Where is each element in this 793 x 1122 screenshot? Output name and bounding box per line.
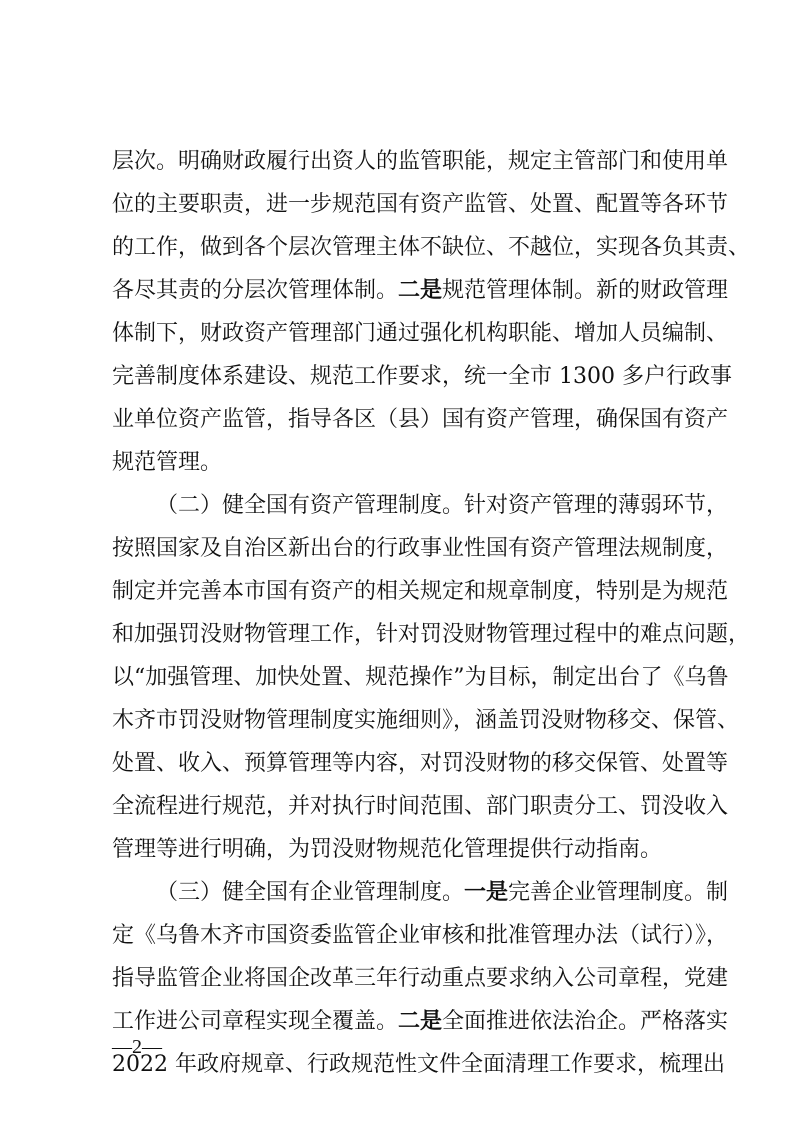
- text-segment: 指导监管企业将国企改革三年行动重点要求纳入公司章程，党建: [112, 966, 729, 991]
- text-line: [112, 312, 729, 355]
- text-segment: 管理等进行明确，为罚没财物规范化管理提供行动指南。: [112, 837, 663, 862]
- text-segment: 全面推进依法治企。严格落实: [442, 1009, 729, 1034]
- text-segment: 和加强罚没财物管理工作，针对罚没财物管理过程中的难点问题，: [112, 622, 751, 647]
- text-line: [112, 570, 729, 613]
- text-line: [112, 871, 729, 914]
- text-line: [112, 441, 692, 484]
- text-line: [112, 1043, 725, 1086]
- text-line: [112, 484, 729, 527]
- text-segment: 全流程进行规范，并对执行时间范围、部门职责分工、罚没收入: [112, 794, 729, 819]
- text-segment: （二）健全国有资产管理制度。: [156, 493, 465, 518]
- text-segment: 以“加强管理、加快处置、规范操作”为目标，制定出台了《乌鲁: [112, 665, 729, 690]
- text-line: [112, 957, 729, 1000]
- text-segment: 制定并完善本市国有资产的相关规定和规章制度，特别是为规范: [112, 579, 729, 604]
- text-line: [112, 914, 729, 957]
- text-segment: 各尽其责的分层次管理体制。: [112, 278, 399, 303]
- text-line: [112, 1000, 729, 1043]
- text-line: [112, 785, 729, 828]
- text-line: [112, 398, 729, 441]
- text-segment: 。新的财政管理: [574, 278, 729, 303]
- text-line: [112, 656, 729, 699]
- bold-emphasis: 一是: [464, 879, 509, 905]
- text-segment: 规范管理。: [112, 450, 223, 475]
- text-line: [112, 183, 729, 226]
- text-line: [112, 140, 729, 183]
- text-segment: 工作进公司章程实现全覆盖。: [112, 1009, 399, 1034]
- text-segment: 2022 年政府规章、行政规范性文件全面清理工作要求，梳理出: [112, 1052, 725, 1077]
- text-segment: 的工作，做到各个层次管理主体不缺位、不越位，实现各负其责、: [112, 235, 751, 260]
- text-segment: 规范管理体制: [442, 278, 575, 303]
- text-segment: 木齐市罚没财物管理制度实施细则》，涵盖罚没财物移交、保管、: [112, 708, 740, 733]
- text-line: [112, 613, 751, 656]
- text-segment: 定《乌鲁木齐市国资委监管企业审核和批准管理办法（试行）》，: [112, 923, 729, 948]
- page-number: —2—: [112, 1036, 162, 1058]
- text-segment: 完善企业管理制度。制: [508, 880, 729, 905]
- text-segment: 处置、收入、预算管理等内容，对罚没财物的移交保管、处置等: [112, 751, 729, 776]
- text-line: [112, 355, 732, 398]
- bold-emphasis: 二是: [398, 277, 443, 303]
- text-line: [112, 269, 729, 312]
- text-line: [112, 742, 729, 785]
- text-segment: 业单位资产监管，指导各区（县）国有资产管理，确保国有资产: [112, 407, 729, 432]
- text-line: [112, 527, 729, 570]
- text-segment: 层次。明确财政履行出资人的监管职能，规定主管部门和使用单: [112, 149, 729, 174]
- text-line: [112, 699, 740, 742]
- text-segment: 体制下，财政资产管理部门通过强化机构职能、增加人员编制、: [112, 321, 729, 346]
- text-segment: 位的主要职责，进一步规范国有资产监管、处置、配置等各环节: [112, 192, 729, 217]
- text-segment: 按照国家及自治区新出台的行政事业性国有资产管理法规制度，: [112, 536, 729, 561]
- text-segment: （三）健全国有企业管理制度。: [156, 880, 465, 905]
- text-line: [112, 828, 692, 871]
- text-segment: 完善制度体系建设、规范工作要求，统一全市 1300 多户行政事: [112, 364, 732, 389]
- text-line: [112, 226, 751, 269]
- document-body: [112, 140, 751, 1086]
- text-segment: 针对资产管理的薄弱环节，: [464, 493, 729, 518]
- bold-emphasis: 二是: [398, 1008, 443, 1034]
